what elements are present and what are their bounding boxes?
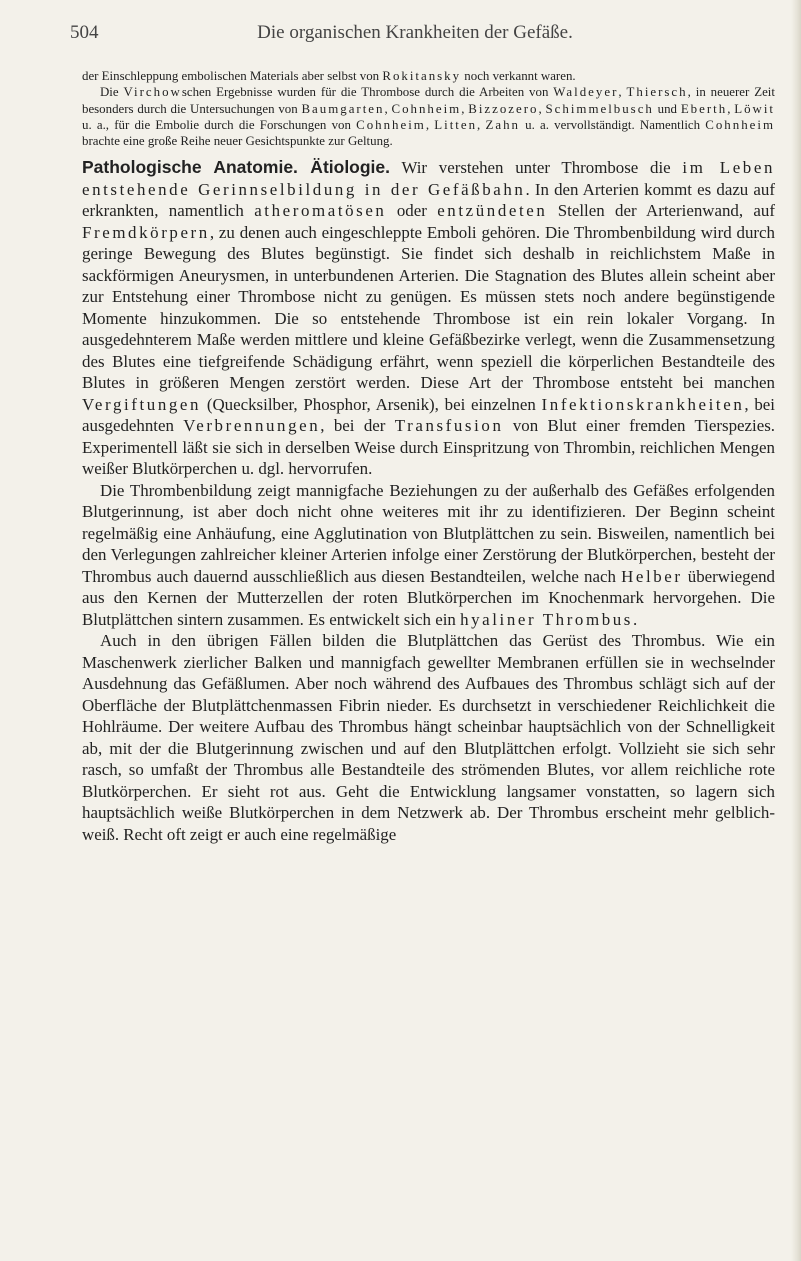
text-run: Die xyxy=(100,85,124,100)
spaced-emphasis: Bizzozero xyxy=(468,101,539,116)
spaced-emphasis: Zahn xyxy=(485,117,520,132)
section-heading: Pathologische Anatomie. Ätiologie. xyxy=(82,157,391,178)
text-run: noch verkannt waren. xyxy=(461,69,576,83)
text-run: der Einschleppung embolischen Materials aber selbst von xyxy=(82,69,383,83)
intro-paragraph-2 xyxy=(82,84,775,149)
text-run: , bei der xyxy=(320,416,395,436)
spaced-emphasis: Fremdkörpern xyxy=(82,222,210,242)
running-title: Die organischen Krankheiten der Gefäße. xyxy=(257,22,573,43)
text-run: , xyxy=(538,101,546,116)
spaced-emphasis: Transfusion xyxy=(394,416,504,436)
paragraph-thrombenbildung xyxy=(82,480,775,631)
text-run: und xyxy=(653,101,681,116)
text-run: von Blut einer fremden Tierspezies. Experimentell läßt sie sich in derselben Weise durch Einspritzung von Thrombin, reichlichen Mengen weißer Blutkörperchen u. dgl. hervorrufen. xyxy=(82,416,775,479)
text-run: , xyxy=(477,117,486,132)
spaced-emphasis: im Leben entstehende Gerinnselbildung in der Gefäßbahn xyxy=(82,158,775,199)
text-run: Wir verstehen unter Thrombose die xyxy=(390,158,683,178)
text-run: . In den Arterien kommt es dazu auf erkrankten, namentlich xyxy=(82,179,775,221)
spaced-emphasis: entzündeten xyxy=(437,201,548,221)
spaced-emphasis: hyaliner Thrombus xyxy=(460,609,633,629)
spaced-emphasis: Vergiftungen xyxy=(82,394,202,414)
paragraph-thrombus-aufbau xyxy=(82,630,775,845)
text-run: , xyxy=(461,101,469,116)
spaced-emphasis: Cohnheim xyxy=(356,117,426,132)
spaced-emphasis: Cohnheim xyxy=(391,101,462,116)
text-run: , xyxy=(384,101,392,116)
running-header xyxy=(70,20,760,48)
text-run: , xyxy=(425,117,435,132)
spaced-emphasis: Rokitansky xyxy=(382,69,462,83)
spaced-emphasis: Verbrennungen xyxy=(183,416,321,436)
spaced-emphasis: Eberth xyxy=(680,101,728,116)
text-run: , xyxy=(727,101,735,116)
spaced-emphasis: Löwit xyxy=(734,101,776,116)
text-run: Auch in den übrigen Fällen bilden die Blutplättchen das Gerüst des Thrombus. Wie ein Maschenwerk zierlicher Balken und mannigfach gewellter Membranen erfüllen sie in wechselnder Ausdehnung das Gefäßlumen. Aber noch während des Aufbaues des Thrombus schlägt sich auf der Oberfläche der Blutplättchenmassen Fibrin nieder. Es durchsetzt in verschiedener Reichlichkeit die Hohlräume. Der weitere Aufbau des Thrombus hängt scheinbar hauptsächlich von der Schnelligkeit ab, mit der die Blutgerinnung zwischen und auf den Blutplättchen erfolgt. Vollzieht sie sich sehr rasch, so umfaßt der Thrombus alle Bestandteile des strömenden Blutes, vor allem reichliche rote Blutkörperchen. Er sieht rot aus. Geht die Entwicklung langsamer vonstatten, so lagern sich hauptsächlich weiße Blutkörperchen in dem Netzwerk ab. Der Thrombus erscheint mehr gelblich-weiß. Recht oft zeigt er auch eine regelmäßige xyxy=(82,631,775,844)
spaced-emphasis: atheromatösen xyxy=(254,201,387,221)
text-run: u. a. vervollständigt. Namentlich xyxy=(519,117,706,132)
spaced-emphasis: Baumgarten xyxy=(301,101,385,116)
spaced-emphasis: Thiersch xyxy=(626,85,688,100)
text-run: schen Ergebnisse wurden für die Thrombose durch die Arbeiten von xyxy=(181,85,554,100)
page-number: 504 xyxy=(70,22,99,43)
spaced-emphasis: Virchow xyxy=(123,85,182,100)
text-run: brachte eine große Reihe neuer Gesichtspunkte zur Geltung. xyxy=(82,134,393,149)
spaced-emphasis: Litten xyxy=(434,117,478,132)
text-run: oder xyxy=(386,201,438,221)
paragraph-pathologische-anatomie xyxy=(82,157,775,480)
spaced-emphasis: Cohnheim xyxy=(705,117,775,132)
text-run: (Quecksilber, Phosphor, Arsenik), bei einzelnen xyxy=(201,394,542,414)
spaced-emphasis: Helber xyxy=(621,566,683,586)
text-run: , zu denen auch eingeschleppte Emboli gehören. Die Thrombenbildung wird durch geringe Bewegung des Blutes begünstigt. Sie findet sich deshalb in reichlichstem Maße in sackförmigen Aneurysmen, in unterbundenen Arterien. Die Stagnation des Blutes allein scheint aber zur Entstehung einer Thrombose nicht zu genügen. Es müssen stets noch andere begünstigende Momente hinzukommen. Die so entstehende Thrombose ist ein rein lokaler Vorgang. In ausgedehnterem Maße werden mittlere und kleine Gefäßbezirke verlegt, wenn die Zusammensetzung des Blutes eine tiefgreifende Schädigung erfährt, wenn speziell die körperlichen Bestandteile des Blutes in größeren Mengen zerstört werden. Diese Art der Thrombose entsteht bei manchen xyxy=(82,222,775,393)
spaced-emphasis: Schimmelbusch xyxy=(545,101,654,116)
text-run: , bei ausgedehnten xyxy=(82,394,775,436)
text-run: u. a., für die Embolie durch die Forschungen von xyxy=(82,117,357,132)
text-run: , in neuerer Zeit besonders durch die Untersuchungen von xyxy=(82,85,775,116)
text-run: überwiegend aus den Kernen der Mutterzellen der roten Blutkörperchen im Knochenmark hervorgehen. Die Blutplättchen sintern zusammen. Es entwickelt sich ein xyxy=(82,566,775,629)
text-run: . xyxy=(632,609,638,629)
text-run: Stellen der Arterienwand, auf xyxy=(547,201,775,221)
page-text xyxy=(82,68,775,845)
spaced-emphasis: Waldeyer xyxy=(553,85,619,100)
page-edge-shadow xyxy=(791,0,801,1261)
text-run: , xyxy=(618,85,627,100)
spaced-emphasis: Infektionskrankheiten xyxy=(541,394,745,414)
intro-paragraph-1 xyxy=(82,68,775,84)
text-run: Die Thrombenbildung zeigt mannigfache Beziehungen zu der außerhalb des Gefäßes erfolgenden Blutgerinnung, ist aber doch nicht ohne weiteres mit ihr zu identifizieren. Der Beginn scheint regelmäßig eine Anhäufung, eine Agglutination von Blutplättchen zu sein. Bisweilen, namentlich bei den Verlegungen zahlreicher kleiner Arterien infolge einer Zerstörung der Blutkörperchen, besteht der Thrombus auch dauernd ausschließlich aus diesen Bestandteilen, welche nach xyxy=(82,480,775,586)
